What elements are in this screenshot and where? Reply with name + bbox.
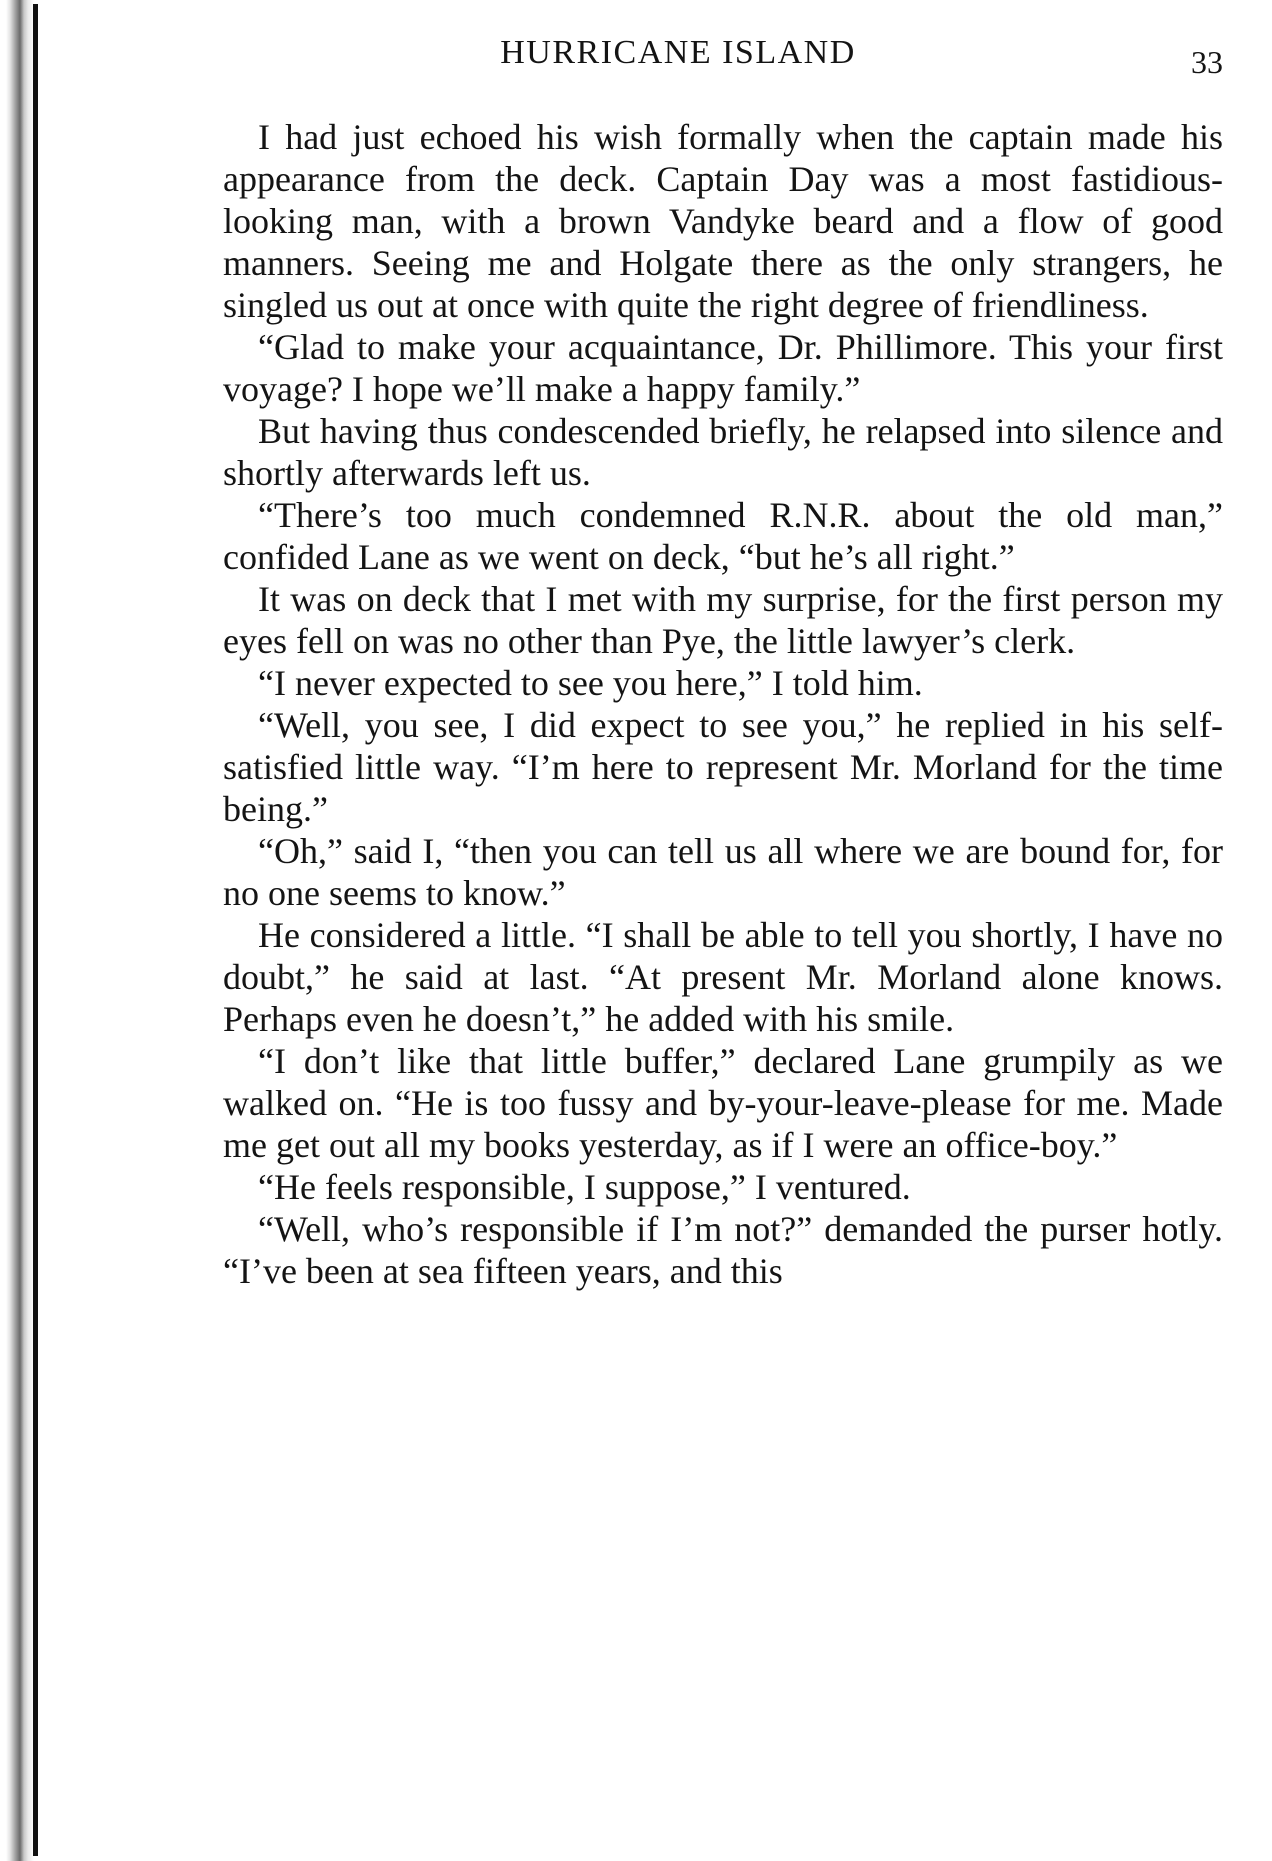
paragraph: “Well, you see, I did expect to see you,” he replied in his self-satisfied little way. “I’m here to represent Mr. Morland for the time being.” <box>223 705 1223 829</box>
body-text <box>223 116 1223 1292</box>
paragraph: “There’s too much condemned R.N.R. about the old man,” confided Lane as we went on deck, “but he’s all right.” <box>223 495 1223 577</box>
paragraph: I had just echoed his wish formally when the captain made his appearance from the deck. Captain Day was a most fastidious-looking man, with a brown Vandyke beard and a flow of good manners. Seeing me and Holgate there as the only strangers, he singled us out at once with quite the right degree of friendliness. <box>223 117 1223 325</box>
paragraph: He considered a little. “I shall be able to tell you shortly, I have no doubt,” he said at last. “At present Mr. Morland alone knows. Perhaps even he doesn’t,” he added with his smile. <box>223 915 1223 1039</box>
binding-rule <box>33 4 38 1856</box>
paragraph: “He feels responsible, I suppose,” I ventured. <box>258 1167 911 1207</box>
page-binding-edge <box>0 0 34 1861</box>
paragraph: But having thus condescended briefly, he relapsed into silence and shortly afterwards left us. <box>223 411 1223 493</box>
page-header <box>223 34 1223 78</box>
page-number: 33 <box>1191 44 1223 80</box>
paragraph: “Oh,” said I, “then you can tell us all where we are bound for, for no one seems to know.” <box>223 831 1223 913</box>
paragraph: “Glad to make your acquaintance, Dr. Phillimore. This your first voyage? I hope we’ll make a happy family.” <box>223 327 1223 409</box>
paragraph: It was on deck that I met with my surprise, for the first person my eyes fell on was no other than Pye, the little lawyer’s clerk. <box>223 579 1223 661</box>
paragraph: “Well, who’s responsible if I’m not?” demanded the purser hotly. “I’ve been at sea fifteen years, and this <box>223 1209 1223 1291</box>
paragraph: “I don’t like that little buffer,” declared Lane grumpily as we walked on. “He is too fussy and by-your-leave-please for me. Made me get out all my books yesterday, as if I were an office-boy.” <box>223 1041 1223 1165</box>
paragraph: “I never expected to see you here,” I told him. <box>258 663 923 703</box>
running-head: HURRICANE ISLAND <box>500 34 856 71</box>
